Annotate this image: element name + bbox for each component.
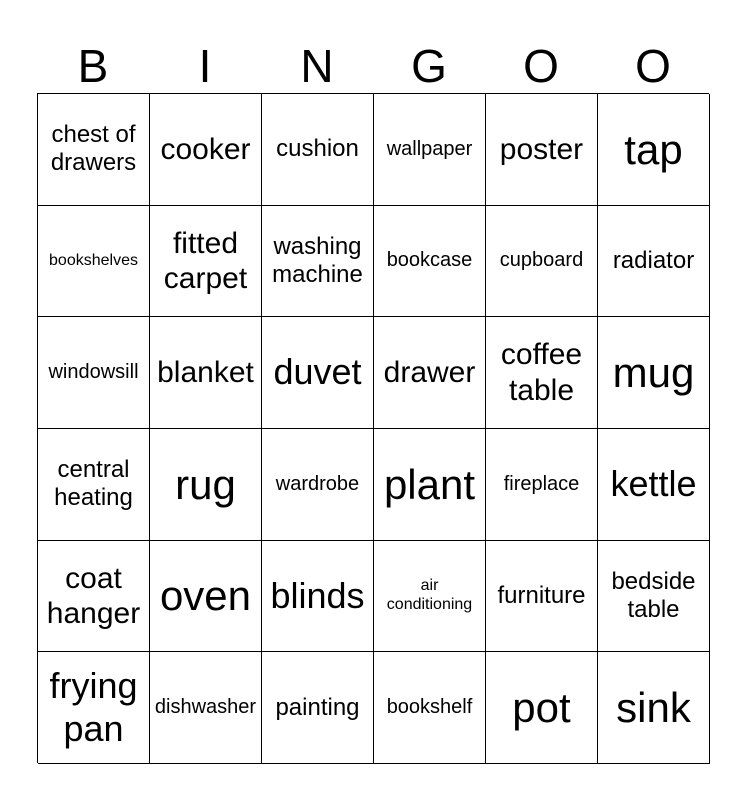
bingo-cell[interactable] [374, 429, 486, 541]
header-letter-3: N [300, 40, 334, 92]
bingo-cell[interactable] [598, 652, 710, 764]
bingo-cell[interactable] [598, 429, 710, 541]
bingo-cell[interactable] [38, 206, 150, 318]
bingo-cell[interactable] [598, 206, 710, 318]
bingo-cell[interactable] [486, 206, 598, 318]
cell-word: washing machine [272, 232, 363, 289]
cell-word: oven [159, 572, 252, 620]
bingo-cell[interactable] [374, 652, 486, 764]
cell-word: cooker [160, 132, 251, 166]
cell-word: wardrobe [275, 472, 360, 495]
cell-word: tap [624, 125, 683, 173]
bingo-cell[interactable] [38, 652, 150, 764]
cell-word: sink [616, 684, 691, 731]
bingo-cell[interactable] [38, 429, 150, 541]
cell-word: poster [499, 132, 584, 166]
cell-word: fireplace [503, 472, 580, 495]
bingo-cell[interactable] [150, 206, 262, 318]
bingo-cell[interactable] [150, 541, 262, 653]
cell-word: chest of drawers [50, 121, 137, 177]
cell-word: central heating [54, 456, 133, 512]
cell-word: drawer [383, 356, 476, 390]
bingo-cell[interactable] [486, 652, 598, 764]
bingo-cell[interactable] [150, 652, 262, 764]
bingo-cell[interactable] [262, 541, 374, 653]
bingo-cell[interactable] [486, 317, 598, 429]
bingo-cell[interactable] [38, 541, 150, 653]
header-letter-5: O [523, 40, 559, 92]
cell-word: air conditioning [386, 577, 473, 614]
cell-word: bookcase [386, 249, 473, 272]
bingo-cell[interactable] [598, 317, 710, 429]
cell-word: radiator [612, 246, 695, 274]
cell-word: windowsill [48, 360, 139, 383]
cell-word: fitted carpet [163, 226, 248, 296]
bingo-cell[interactable] [262, 429, 374, 541]
header-letter-2: I [198, 40, 212, 92]
cell-word: wallpaper [386, 137, 473, 160]
cell-word: kettle [610, 463, 697, 505]
bingo-cell[interactable] [262, 317, 374, 429]
cell-word: furniture [497, 581, 586, 609]
bingo-header [37, 38, 709, 94]
cell-word: bookshelf [386, 695, 473, 718]
bingo-board [37, 93, 709, 763]
cell-word: rug [175, 460, 236, 508]
bingo-cell[interactable] [598, 94, 710, 206]
cell-word: duvet [273, 351, 362, 393]
bingo-cell[interactable] [486, 541, 598, 653]
cell-word: dishwasher [154, 695, 257, 718]
cell-word: plant [383, 460, 476, 508]
cell-word: mug [612, 348, 695, 396]
cell-word: frying pan [49, 665, 138, 749]
bingo-cell[interactable] [262, 206, 374, 318]
bingo-cell[interactable] [150, 429, 262, 541]
bingo-cell[interactable] [374, 94, 486, 206]
cell-word: painting [275, 693, 360, 721]
bingo-cell[interactable] [374, 317, 486, 429]
cell-word: coat hanger [46, 561, 141, 631]
bingo-cell[interactable] [38, 317, 150, 429]
bingo-cell[interactable] [598, 541, 710, 653]
cell-word: bookshelves [49, 251, 138, 269]
bingo-cell[interactable] [262, 652, 374, 764]
cell-word: cupboard [499, 249, 584, 272]
bingo-cell[interactable] [262, 94, 374, 206]
bingo-cell[interactable] [486, 429, 598, 541]
header-letter-4: G [411, 40, 447, 92]
bingo-cell[interactable] [374, 206, 486, 318]
header-letter-1: B [77, 40, 109, 92]
cell-word: bedside table [611, 567, 696, 624]
cell-word: blinds [270, 574, 365, 616]
cell-word: coffee table [500, 338, 583, 407]
bingo-cell[interactable] [486, 94, 598, 206]
cell-word: cushion [276, 135, 359, 163]
header-letter-6: O [635, 40, 671, 92]
bingo-cell[interactable] [374, 541, 486, 653]
bingo-cell[interactable] [38, 94, 150, 206]
cell-word: pot [512, 684, 571, 731]
bingo-cell[interactable] [150, 94, 262, 206]
bingo-cell[interactable] [150, 317, 262, 429]
cell-word: blanket [157, 356, 254, 390]
